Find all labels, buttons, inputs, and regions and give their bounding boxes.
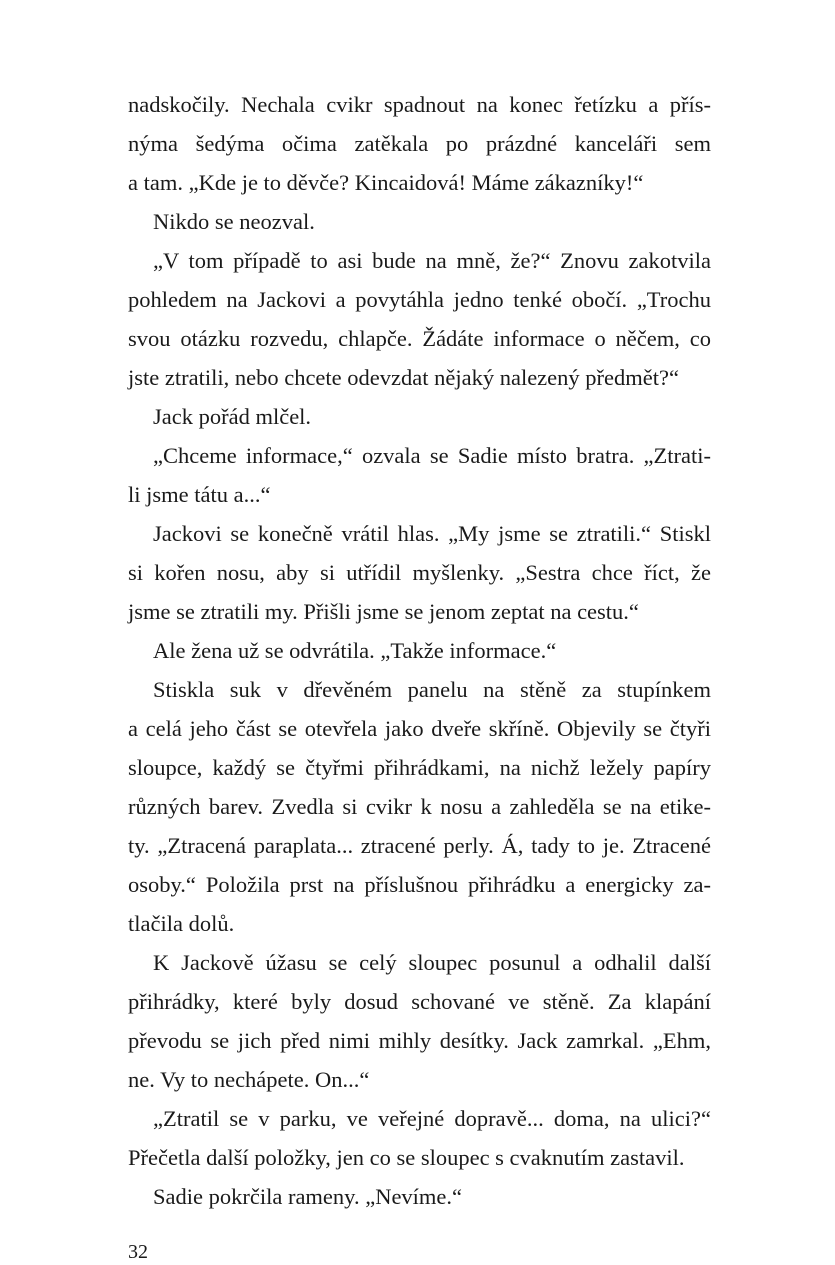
text-line: Ale žena už se odvrátila. „Takže informace.“ bbox=[153, 638, 557, 663]
text-line: „Ztratil se v parku, ve veřejné dopravě... doma, na ulici?“ bbox=[153, 1106, 711, 1131]
paragraph bbox=[128, 943, 711, 1099]
paragraph bbox=[128, 436, 711, 514]
paragraph bbox=[128, 85, 711, 202]
text-line: jste ztratili, nebo chcete odevzdat nějaký nalezený předmět?“ bbox=[128, 365, 679, 390]
text-line: různých barev. Zvedla si cvikr k nosu a zahleděla se na etike- bbox=[128, 794, 711, 819]
text-line: osoby.“ Položila prst na příslušnou přihrádku a energicky za- bbox=[128, 872, 711, 897]
paragraph bbox=[128, 1099, 711, 1177]
text-line: li jsme tátu a...“ bbox=[128, 482, 271, 507]
text-line: sloupce, každý se čtyřmi přihrádkami, na nichž ležely papíry bbox=[128, 755, 711, 780]
paragraph bbox=[128, 670, 711, 943]
paragraph bbox=[128, 631, 711, 670]
text-line: tlačila dolů. bbox=[128, 911, 235, 936]
text-line: nadskočily. Nechala cvikr spadnout na konec řetízku a přís- bbox=[128, 92, 711, 117]
text-line: jsme se ztratili my. Přišli jsme se jenom zeptat na cestu.“ bbox=[128, 599, 639, 624]
text-line: Nikdo se neozval. bbox=[153, 209, 315, 234]
text-line: „V tom případě to asi bude na mně, že?“ Znovu zakotvila bbox=[153, 248, 711, 273]
text-line: přihrádky, které byly dosud schované ve stěně. Za klapání bbox=[128, 989, 711, 1014]
text-line: nýma šedýma očima zatěkala po prázdné kanceláři sem bbox=[128, 131, 711, 156]
text-line: K Jackově úžasu se celý sloupec posunul a odhalil další bbox=[153, 950, 711, 975]
page-number: 32 bbox=[128, 1241, 148, 1263]
text-line: Sadie pokrčila rameny. „Nevíme.“ bbox=[153, 1184, 463, 1209]
paragraph bbox=[128, 1177, 711, 1216]
text-line: a tam. „Kde je to děvče? Kincaidová! Máme zákazníky!“ bbox=[128, 170, 644, 195]
book-page-text bbox=[128, 85, 711, 1216]
text-line: Jack pořád mlčel. bbox=[153, 404, 312, 429]
text-line: Přečetla další položky, jen co se sloupec s cvaknutím zastavil. bbox=[128, 1145, 685, 1170]
paragraph bbox=[128, 241, 711, 397]
paragraph bbox=[128, 514, 711, 631]
text-line: svou otázku rozvedu, chlapče. Žádáte informace o něčem, co bbox=[128, 326, 711, 351]
text-line: „Chceme informace,“ ozvala se Sadie místo bratra. „Ztrati- bbox=[153, 443, 711, 468]
text-line: a celá jeho část se otevřela jako dveře skříně. Objevily se čtyři bbox=[128, 716, 711, 741]
text-line: si kořen nosu, aby si utřídil myšlenky. „Sestra chce říct, že bbox=[128, 560, 711, 585]
text-line: Stiskla suk v dřevěném panelu na stěně za stupínkem bbox=[153, 677, 711, 702]
text-line: Jackovi se konečně vrátil hlas. „My jsme se ztratili.“ Stiskl bbox=[153, 521, 711, 546]
text-line: převodu se jich před nimi mihly desítky. Jack zamrkal. „Ehm, bbox=[128, 1028, 711, 1053]
text-line: pohledem na Jackovi a povytáhla jedno tenké obočí. „Trochu bbox=[128, 287, 711, 312]
text-line: ne. Vy to nechápete. On...“ bbox=[128, 1067, 370, 1092]
text-line: ty. „Ztracená paraplata... ztracené perly. Á, tady to je. Ztracené bbox=[128, 833, 711, 858]
page-wrapper bbox=[128, 85, 711, 1265]
paragraph bbox=[128, 202, 711, 241]
paragraph bbox=[128, 397, 711, 436]
